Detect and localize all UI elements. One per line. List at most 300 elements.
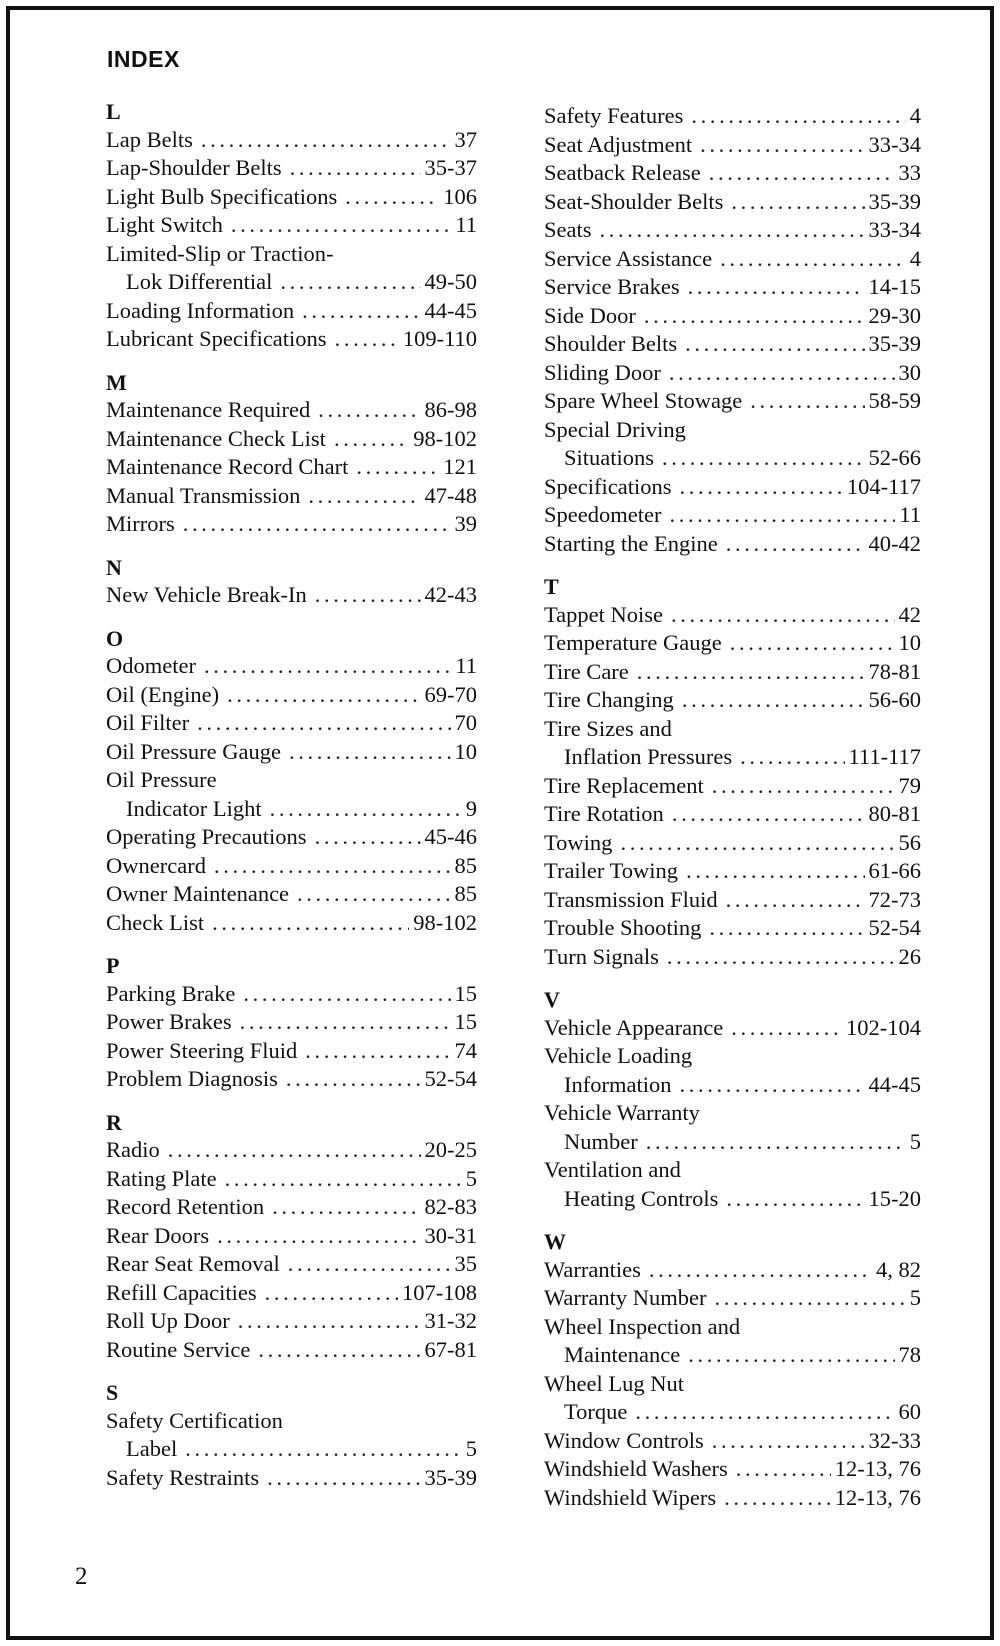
entry-term: Maintenance Record Chart — [106, 454, 349, 479]
index-entry — [540, 1398, 921, 1427]
entry-term: Turn Signals — [544, 943, 659, 969]
index-section — [92, 624, 477, 938]
index-entry — [540, 1484, 921, 1513]
page-number: 2 — [75, 1563, 88, 1590]
entry-pages: 58-59 — [868, 388, 921, 413]
entry-term: Torque — [564, 1399, 628, 1424]
entry-term: Tire Sizes and — [544, 715, 672, 741]
index-entry — [92, 1193, 477, 1222]
entry-pages: 79 — [898, 772, 921, 798]
entry-term: Information — [564, 1071, 672, 1097]
index-entry — [540, 1370, 921, 1399]
entry-term: Service Assistance — [544, 245, 713, 271]
dot-leader — [335, 325, 399, 354]
entry-term: Lap-Shoulder Belts — [106, 155, 282, 180]
dot-leader — [214, 852, 451, 881]
dot-leader — [197, 709, 450, 738]
entry-pages: 11 — [899, 502, 921, 527]
index-entry — [540, 416, 921, 445]
entry-pages: 12-13, 76 — [834, 1456, 921, 1481]
entry-pages: 49-50 — [424, 269, 477, 294]
entry-term: Side Door — [544, 302, 636, 328]
index-entry — [92, 453, 477, 482]
index-entry — [540, 857, 921, 886]
dot-leader — [290, 154, 421, 183]
dot-leader — [671, 601, 894, 630]
entry-term: Tire Rotation — [544, 801, 664, 826]
entry-pages: 33 — [898, 160, 921, 185]
dot-leader — [669, 501, 895, 530]
dot-leader — [231, 211, 451, 240]
index-entry — [540, 743, 921, 772]
entry-term: Tappet Noise — [544, 601, 664, 627]
entry-term: Loading Information — [106, 297, 295, 323]
entry-term: Check List — [106, 909, 205, 935]
dot-leader — [682, 686, 865, 715]
entry-term: Lok Differential — [126, 269, 273, 294]
entry-term: Ownercard — [106, 852, 206, 878]
entry-term: Speedometer — [544, 502, 662, 527]
index-section — [92, 553, 477, 610]
entry-pages: 69-70 — [424, 681, 477, 707]
index-entry — [540, 159, 921, 188]
entry-pages: 14-15 — [868, 274, 921, 299]
entry-pages: 52-54 — [868, 915, 921, 940]
index-entry — [540, 629, 921, 658]
index-entry — [540, 943, 921, 972]
dot-leader — [685, 330, 864, 359]
index-entry — [540, 1185, 921, 1214]
dot-leader — [318, 396, 420, 425]
entry-term: Indicator Light — [126, 795, 262, 821]
dot-leader — [270, 795, 462, 824]
index-entry — [540, 1156, 921, 1185]
index-entry — [92, 1336, 477, 1365]
index-entry — [540, 359, 921, 388]
dot-leader — [356, 453, 439, 482]
entry-term: Operating Precautions — [106, 824, 307, 849]
index-entry — [92, 1037, 477, 1066]
entry-pages: 35-39 — [868, 331, 921, 356]
entry-term: Specifications — [544, 473, 672, 499]
entry-term: Tire Replacement — [544, 772, 704, 798]
entry-term: Window Controls — [544, 1427, 704, 1453]
index-entry — [540, 216, 921, 245]
dot-leader — [709, 159, 895, 188]
index-entry — [540, 102, 921, 131]
dot-leader — [168, 1136, 421, 1165]
index-entry — [92, 482, 477, 511]
entry-pages: 74 — [454, 1037, 477, 1063]
section-letter: O — [106, 625, 124, 651]
index-entry — [92, 183, 477, 212]
index-entry — [92, 510, 477, 539]
entry-term: Rear Seat Removal — [106, 1251, 280, 1276]
entry-pages: 10 — [898, 630, 921, 655]
entry-pages: 35-39 — [424, 1464, 477, 1490]
entry-term: Vehicle Loading — [544, 1043, 693, 1068]
entry-term: New Vehicle Break-In — [106, 582, 307, 607]
entry-pages: 12-13, 76 — [834, 1484, 921, 1510]
section-letter: P — [106, 953, 120, 978]
entry-pages: 33-34 — [868, 217, 921, 242]
entry-term: Problem Diagnosis — [106, 1066, 278, 1091]
entry-pages: 15 — [454, 1009, 477, 1034]
entry-term: Starting the Engine — [544, 530, 718, 556]
entry-term: Mirrors — [106, 511, 175, 536]
entry-pages: 15-20 — [868, 1185, 921, 1211]
entry-pages: 40-42 — [868, 530, 921, 556]
entry-term: Record Retention — [106, 1194, 265, 1219]
index-entry — [540, 1071, 921, 1100]
entry-pages: 11 — [455, 212, 477, 237]
dot-leader — [280, 268, 420, 297]
entry-pages: 85 — [454, 881, 477, 906]
index-entry — [92, 154, 477, 183]
index-entry — [540, 387, 921, 416]
dot-leader — [740, 743, 844, 772]
index-entry — [92, 980, 477, 1009]
index-section — [92, 368, 477, 539]
dot-leader — [726, 1185, 864, 1214]
index-entry — [92, 126, 477, 155]
dot-leader — [225, 1165, 462, 1194]
index-entry — [92, 425, 477, 454]
dot-leader — [289, 738, 451, 767]
entry-term: Maintenance Required — [106, 397, 311, 422]
index-entry — [540, 1284, 921, 1313]
entry-pages: 98-102 — [413, 425, 477, 451]
dot-leader — [345, 183, 439, 212]
entry-term: Wheel Lug Nut — [544, 1370, 684, 1396]
dot-leader — [686, 857, 864, 886]
index-entry — [540, 829, 921, 858]
index-entry — [540, 601, 921, 630]
dot-leader — [724, 1484, 831, 1513]
entry-term: Shoulder Belts — [544, 331, 678, 356]
entry-term: Safety Features — [544, 103, 684, 128]
entry-pages: 72-73 — [868, 886, 921, 912]
dot-leader — [750, 387, 864, 416]
section-letter: V — [544, 987, 560, 1012]
page-title: INDEX — [107, 46, 180, 72]
entry-pages: 42 — [898, 601, 921, 627]
entry-term: Roll Up Door — [106, 1308, 230, 1333]
entry-term: Inflation Pressures — [564, 744, 733, 769]
dot-leader — [185, 1435, 462, 1464]
index-entry — [92, 268, 477, 297]
entry-pages: 78-81 — [868, 658, 921, 684]
dot-leader — [201, 126, 451, 155]
dot-leader — [227, 681, 420, 710]
entry-pages: 109-110 — [402, 326, 477, 351]
entry-pages: 35 — [454, 1251, 477, 1276]
index-entry — [92, 240, 477, 269]
dot-leader — [240, 1008, 451, 1037]
entry-pages: 56-60 — [868, 687, 921, 712]
entry-pages: 4, 82 — [876, 1256, 921, 1282]
index-entry — [540, 1455, 921, 1484]
dot-leader — [272, 1193, 420, 1222]
entry-pages: 61-66 — [868, 858, 921, 883]
index-entry — [92, 709, 477, 738]
index-entry — [92, 823, 477, 852]
index-entry — [540, 886, 921, 915]
entry-pages: 37 — [454, 126, 477, 152]
entry-term: Seat-Shoulder Belts — [544, 188, 724, 214]
entry-pages: 5 — [909, 1285, 921, 1310]
entry-pages: 52-54 — [424, 1066, 477, 1091]
entry-pages: 98-102 — [413, 909, 477, 935]
dot-leader — [649, 1256, 872, 1285]
section-letter: M — [106, 369, 127, 395]
entry-pages: 30-31 — [424, 1222, 477, 1248]
dot-leader — [265, 1279, 398, 1308]
section-letter: R — [106, 1109, 122, 1135]
entry-term: Refill Capacities — [106, 1279, 257, 1305]
entry-term: Routine Service — [106, 1336, 251, 1362]
entry-term: Owner Maintenance — [106, 881, 290, 906]
dot-leader — [288, 1250, 451, 1279]
entry-pages: 33-34 — [868, 131, 921, 157]
index-entry — [92, 880, 477, 909]
index-section — [540, 572, 921, 971]
index-entry — [92, 1464, 477, 1493]
entry-pages: 29-30 — [868, 302, 921, 328]
dot-leader — [679, 1071, 864, 1100]
entry-pages: 80-81 — [868, 801, 921, 826]
entry-pages: 44-45 — [424, 297, 477, 323]
entry-term: Rear Doors — [106, 1222, 210, 1248]
index-entry — [92, 1136, 477, 1165]
index-entry — [540, 1256, 921, 1285]
dot-leader — [217, 1222, 420, 1251]
entry-term: Lap Belts — [106, 126, 193, 152]
dot-leader — [667, 943, 895, 972]
entry-pages: 67-81 — [424, 1336, 477, 1362]
entry-pages: 104-117 — [846, 473, 921, 499]
index-entry — [540, 302, 921, 331]
index-section — [92, 97, 477, 354]
entry-term: Oil Pressure — [106, 767, 217, 792]
entry-pages: 82-83 — [424, 1194, 477, 1219]
entry-term: Vehicle Appearance — [544, 1014, 724, 1040]
dot-leader — [302, 297, 420, 326]
entry-term: Light Bulb Specifications — [106, 183, 338, 209]
entry-pages: 47-48 — [424, 482, 477, 508]
entry-term: Seats — [544, 217, 592, 242]
entry-term: Parking Brake — [106, 980, 236, 1006]
dot-leader — [700, 131, 864, 160]
index-section — [540, 985, 921, 1213]
entry-pages: 20-25 — [424, 1137, 477, 1162]
entry-pages: 32-33 — [868, 1427, 921, 1453]
entry-term: Radio — [106, 1137, 160, 1162]
entry-term: Trouble Shooting — [544, 915, 702, 940]
entry-term: Power Brakes — [106, 1009, 232, 1034]
index-entry — [92, 738, 477, 767]
entry-term: Odometer — [106, 653, 196, 678]
index-section — [540, 102, 921, 558]
index-entry — [540, 914, 921, 943]
index-entry — [92, 795, 477, 824]
dot-leader — [204, 652, 451, 681]
dot-leader — [688, 273, 865, 302]
entry-term: Power Steering Fluid — [106, 1037, 298, 1063]
section-letter: W — [544, 1229, 566, 1254]
entry-term: Safety Restraints — [106, 1464, 260, 1490]
entry-term: Vehicle Warranty — [544, 1100, 700, 1125]
index-section — [92, 1108, 477, 1365]
entry-pages: 111-117 — [848, 744, 921, 769]
index-entry — [540, 473, 921, 502]
index-entry — [92, 1250, 477, 1279]
dot-leader — [662, 444, 864, 473]
entry-pages: 121 — [443, 454, 477, 479]
index-entry — [540, 658, 921, 687]
dot-leader — [726, 886, 865, 915]
index-entry — [540, 530, 921, 559]
dot-leader — [620, 829, 894, 858]
entry-term: Heating Controls — [564, 1185, 719, 1211]
dot-leader — [731, 1014, 842, 1043]
index-entry — [92, 1008, 477, 1037]
dot-leader — [286, 1065, 421, 1094]
entry-term: Oil (Engine) — [106, 681, 220, 707]
dot-leader — [688, 1341, 894, 1370]
index-section — [540, 1227, 921, 1512]
entry-pages: 60 — [898, 1399, 921, 1424]
dot-leader — [334, 425, 409, 454]
entry-pages: 9 — [465, 795, 477, 821]
index-entry — [92, 297, 477, 326]
dot-leader — [308, 482, 420, 511]
index-entry — [540, 686, 921, 715]
entry-term: Special Driving — [544, 416, 686, 442]
entry-term: Warranties — [544, 1256, 641, 1282]
section-letter: L — [106, 99, 121, 124]
dot-leader — [183, 510, 451, 539]
index-entry — [92, 1279, 477, 1308]
index-entry — [92, 1407, 477, 1436]
dot-leader — [644, 302, 865, 331]
dot-leader — [731, 188, 864, 217]
index-entry — [92, 652, 477, 681]
entry-pages: 56 — [898, 829, 921, 855]
section-letter: S — [106, 1380, 119, 1405]
dot-leader — [243, 980, 450, 1009]
entry-term: Spare Wheel Stowage — [544, 388, 743, 413]
entry-pages: 35-39 — [868, 188, 921, 214]
entry-pages: 85 — [454, 852, 477, 878]
entry-term: Sliding Door — [544, 359, 661, 385]
dot-leader — [646, 1128, 906, 1157]
entry-term: Warranty Number — [544, 1285, 707, 1310]
index-entry — [540, 131, 921, 160]
index-entry — [540, 188, 921, 217]
dot-leader — [315, 581, 421, 610]
dot-leader — [712, 1427, 865, 1456]
entry-pages: 106 — [443, 183, 477, 209]
entry-term: Safety Certification — [106, 1407, 283, 1433]
dot-leader — [297, 880, 450, 909]
dot-leader — [637, 658, 865, 687]
index-entry — [540, 800, 921, 829]
entry-pages: 30 — [898, 359, 921, 385]
section-letter: N — [106, 554, 122, 580]
entry-pages: 107-108 — [402, 1279, 477, 1305]
index-section — [92, 1378, 477, 1492]
index-column-right — [540, 102, 921, 1526]
index-entry — [92, 681, 477, 710]
entry-term: Limited-Slip or Traction- — [106, 240, 334, 266]
entry-term: Maintenance Check List — [106, 425, 326, 451]
index-column-left — [92, 97, 477, 1506]
entry-pages: 70 — [454, 710, 477, 735]
index-entry — [92, 766, 477, 795]
entry-pages: 35-37 — [424, 155, 477, 180]
entry-term: Oil Pressure Gauge — [106, 738, 281, 764]
entry-pages: 5 — [909, 1128, 921, 1154]
index-entry — [92, 1222, 477, 1251]
entry-term: Windshield Wipers — [544, 1484, 717, 1510]
entry-term: Rating Plate — [106, 1165, 217, 1191]
dot-leader — [267, 1464, 420, 1493]
index-entry — [92, 852, 477, 881]
entry-pages: 11 — [455, 653, 477, 678]
index-entry — [540, 1313, 921, 1342]
dot-leader — [212, 909, 409, 938]
entry-term: Light Switch — [106, 212, 223, 237]
index-entry — [92, 1435, 477, 1464]
entry-pages: 45-46 — [424, 824, 477, 849]
entry-term: Service Brakes — [544, 274, 680, 299]
index-entry — [540, 772, 921, 801]
section-letter: T — [544, 574, 559, 599]
entry-term: Seat Adjustment — [544, 131, 693, 157]
dot-leader — [672, 800, 865, 829]
index-entry — [540, 330, 921, 359]
dot-leader — [679, 473, 842, 502]
index-entry — [540, 1099, 921, 1128]
index-entry — [92, 1065, 477, 1094]
entry-term: Transmission Fluid — [544, 886, 718, 912]
dot-leader — [730, 629, 895, 658]
entry-pages: 4 — [909, 245, 921, 271]
entry-term: Tire Care — [544, 658, 629, 684]
index-entry — [540, 1128, 921, 1157]
dot-leader — [669, 359, 895, 388]
dot-leader — [315, 823, 421, 852]
index-entry — [540, 444, 921, 473]
dot-leader — [238, 1307, 421, 1336]
entry-pages: 39 — [454, 511, 477, 536]
index-entry — [540, 1042, 921, 1071]
entry-pages: 86-98 — [424, 397, 477, 422]
entry-pages: 4 — [909, 103, 921, 128]
index-entry — [92, 396, 477, 425]
index-entry — [540, 273, 921, 302]
entry-term: Manual Transmission — [106, 482, 301, 508]
entry-term: Maintenance — [564, 1342, 681, 1367]
dot-leader — [691, 102, 905, 131]
entry-term: Label — [126, 1436, 178, 1461]
entry-pages: 102-104 — [846, 1014, 921, 1040]
entry-pages: 78 — [898, 1342, 921, 1367]
entry-term: Temperature Gauge — [544, 630, 722, 655]
entry-pages: 26 — [898, 943, 921, 969]
dot-leader — [726, 530, 865, 559]
